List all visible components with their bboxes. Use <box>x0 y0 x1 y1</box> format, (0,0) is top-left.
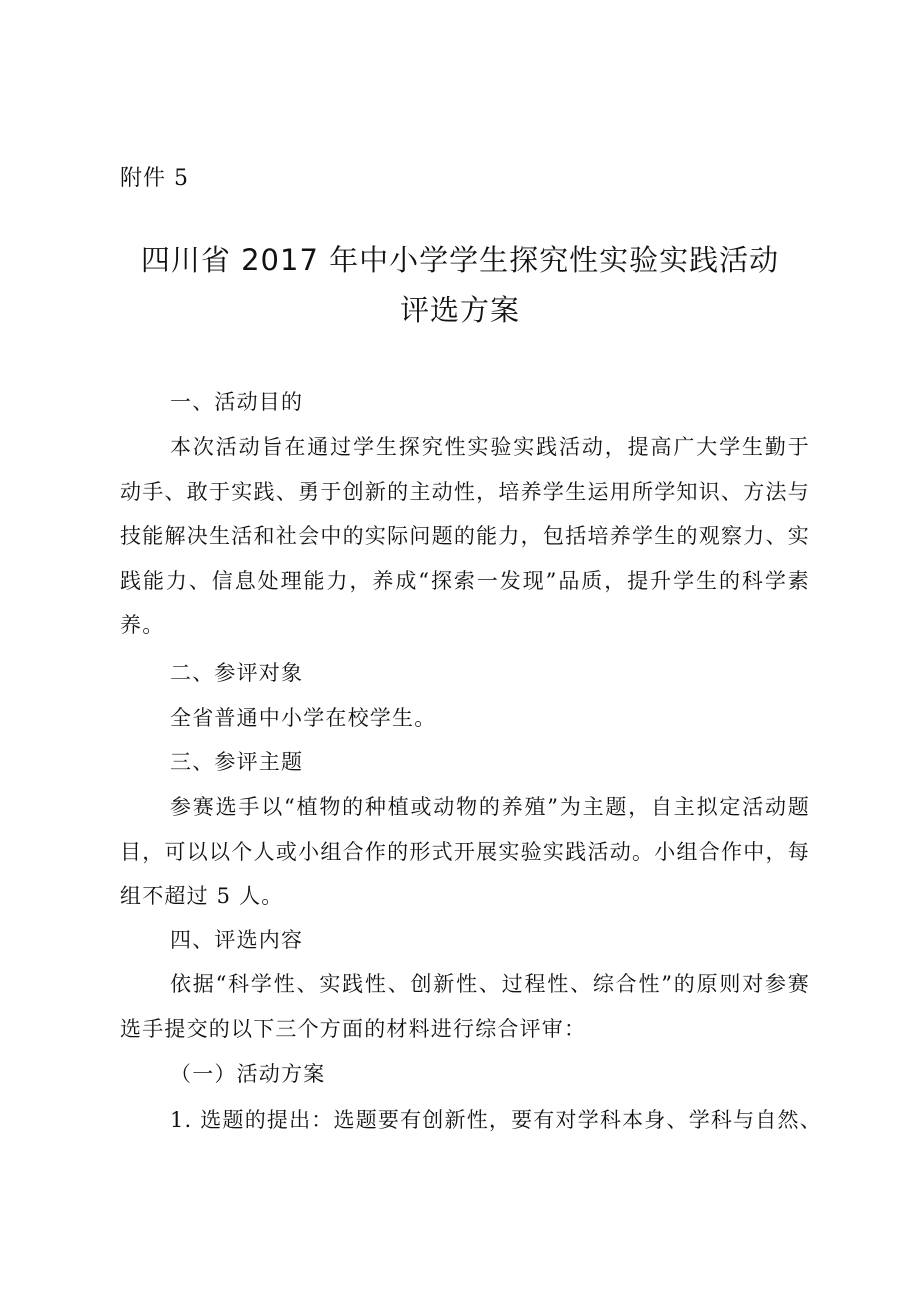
subsection-heading: （一）活动方案 <box>170 1062 326 1086</box>
section-3-paragraph: 参赛选手以“植物的种植或动物的养殖”为主题，自主拟定活动题目，可以以个人或小组合作的形式开展实验实践活动。小组合作中，每组不超过 5 人。 <box>120 795 810 908</box>
section-1-heading: 一、活动目的 <box>170 390 304 414</box>
annex-label: 附件 5 <box>120 166 189 191</box>
section-3-heading: 三、参评主题 <box>170 750 304 774</box>
section-4-paragraph: 依据“科学性、实践性、创新性、过程性、综合性”的原则对参赛选手提交的以下三个方面的材料进行综合评审： <box>120 972 810 1041</box>
document-title-line-1: 四川省 2017 年中小学学生探究性实验实践活动 <box>140 243 780 277</box>
section-2-paragraph: 全省普通中小学在校学生。 <box>170 706 437 730</box>
document-title-line-2: 评选方案 <box>399 293 520 327</box>
section-4-heading: 四、评选内容 <box>170 928 304 952</box>
section-1-paragraph: 本次活动旨在通过学生探究性实验实践活动，提高广大学生勤于动手、敢于实践、勇于创新的主动性，培养学生运用所学知识、方法与技能解决生活和社会中的实际问题的能力，包括培养学生的观察力、实践能力、信息处理能力，养成“探索一发现”品质，提升学生的科学素养。 <box>120 435 810 637</box>
section-2-heading: 二、参评对象 <box>170 661 304 685</box>
subsection-item-1: 1. 选题的提出：选题要有创新性，要有对学科本身、学科与自然、 <box>170 1108 822 1132</box>
